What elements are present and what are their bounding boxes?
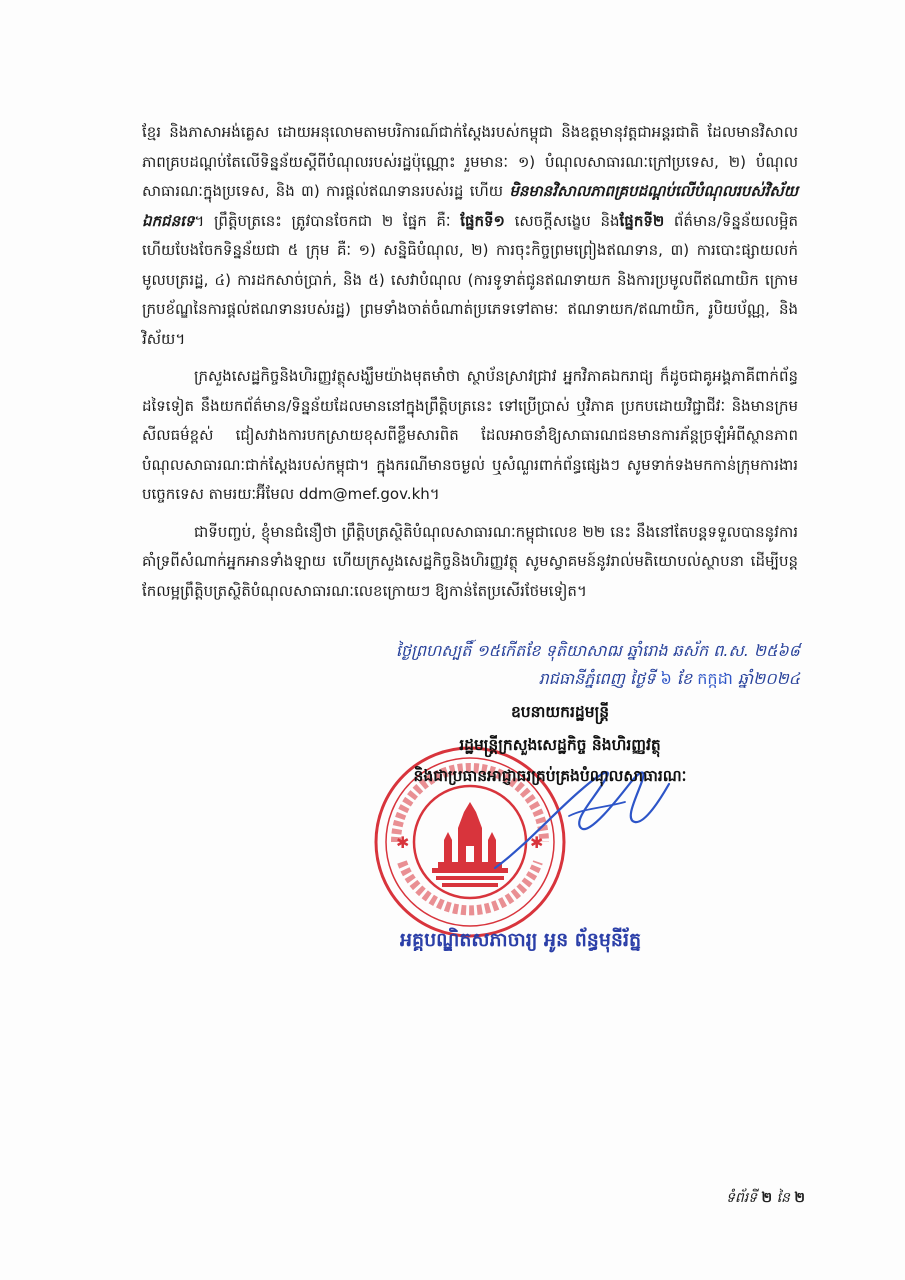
p1-text-c: សេចក្តីសង្ខេប និង	[504, 211, 620, 230]
signatory-title-deputy-pm: ឧបនាយករដ្ឋមន្ត្រី	[510, 703, 610, 721]
page-number-current: ២	[761, 1190, 773, 1206]
signatory-title-minister: រដ្ឋមន្ត្រីក្រសួងសេដ្ឋកិច្ច និងហិរញ្ញវត្ថុ	[459, 736, 661, 754]
lunar-date: ថ្ងៃព្រហស្បតិ៍ ១៥កើតខែ ទុតិយាសាឍ ឆ្នាំរោង ឆស័ក ព.ស. ២៥៦៨	[395, 641, 800, 660]
p3-text: ជាទីបញ្ចប់, ខ្ញុំមានជំនឿថា ព្រឹត្តិបត្រស្ថិតិបំណុលសាធារណៈកម្ពុជាលេខ ២២ នេះ នឹងនៅតែបន្តទទួលបាននូវការគាំទ្រពីសំណាក់អ្នកអានទាំងឡាយ ហើយក្រសួងសេដ្ឋកិច្ចនិងហិរញ្ញវត្ថុ សូមស្វាគមន៍នូវរាល់មតិយោបល់ស្ថាបនា ដើម្បីបន្តកែលម្អព្រឹត្តិបត្រស្ថិតិបំណុលសាធារណៈលេខក្រោយៗ ឱ្យកាន់តែប្រសើរថែមទៀត។	[142, 522, 798, 600]
paragraph-scope	[142, 118, 798, 354]
p1-text-b: ។ ព្រឹត្តិបត្រនេះ ត្រូវបានចែកជា ២ ផ្នែក គឺៈ	[194, 211, 461, 230]
page-number-label: ទំព័រទី	[725, 1190, 758, 1206]
p1-emphasis: មិនមានវិសាលភាពគ្របដណ្តប់លើបំណុលរបស់វិស័យឯកជនទេ	[142, 182, 798, 230]
paragraph-usage	[142, 362, 798, 510]
solar-date-month: កក្កដា	[697, 669, 733, 688]
p2-end: ។	[429, 485, 440, 503]
p1-part-one: ផ្នែកទី១	[460, 211, 505, 230]
solar-date-prefix: រាជធានីភ្នំពេញ ថ្ងៃទី	[538, 669, 656, 688]
contact-email-link[interactable]: ddm@mef.gov.kh	[298, 485, 430, 503]
svg-text:✱: ✱	[396, 833, 410, 852]
svg-text:✱: ✱	[530, 833, 544, 852]
p1-text-a: ខ្មែរ និងភាសាអង់គ្លេស ដោយអនុលោមតាមបរិការណ៍ជាក់ស្តែងរបស់កម្ពុជា និងឧត្តមានុវត្តជាអន្តរជាតិ ដែលមានវិសាលភាពគ្របដណ្តប់តែលើទិន្នន័យស្តីពីបំណុលរបស់រដ្ឋប៉ុណ្ណោះ រួមមានៈ ១) បំណុលសាធារណៈក្រៅប្រទេស, ២) បំណុលសាធារណៈក្នុងប្រទេស, និង ៣) ការផ្តល់ឥណទានរបស់រដ្ឋ ហើយ	[142, 123, 798, 200]
signatory-name: អគ្គបណ្ឌិតសភាចារ្យ អូន ព័ន្ធមុនីរ័ត្ន	[400, 929, 642, 951]
page-number	[726, 1188, 805, 1209]
solar-date-month-label: ខែ	[676, 669, 693, 688]
p1-text-d: ព័ត៌មាន/ទិន្នន័យលម្អិត ហើយបែងចែកទិន្នន័យជា ៥ ក្រុម គឺៈ ១) សន្និធិបំណុល, ២) ការចុះកិច្ចព្រមព្រៀងឥណទាន, ៣) ការបោះផ្សាយលក់មូលបត្ររដ្ឋ, ៤) ការដកសាច់ប្រាក់, និង ៥) សេវាបំណុល (ការទូទាត់ជូនឥណទាយក និងការប្រមូលពីឥណាយិក ក្រោមក្របខ័ណ្ឌនៃការផ្តល់ឥណទានរបស់រដ្ឋ) ព្រមទាំងចាត់ចំណាត់ប្រភេទទៅតាមៈ ឥណទាយក/ឥណាយិក, រូបិយប័ណ្ណ, និងវិស័យ។	[142, 211, 798, 348]
letter-body	[142, 118, 798, 606]
p2-text: ក្រសួងសេដ្ឋកិច្ចនិងហិរញ្ញវត្ថុសង្ឃឹមយ៉ាងមុតមាំថា ស្ថាប័នស្រាវជ្រាវ អ្នកវិភាគឯករាជ្យ ក៏ដូចជាគូអង្គភាគីពាក់ព័ន្ធដទៃទៀត នឹងយកព័ត៌មាន/ទិន្នន័យដែលមាននៅក្នុងព្រឹត្តិបត្រនេះ ទៅប្រើប្រាស់ ឬវិភាគ ប្រកបដោយវិជ្ជាជីវៈ និងមានក្រមសីលធម៌ខ្ពស់ ជៀសវាងការបកស្រាយខុសពីខ្លឹមសារពិត ដែលអាចនាំឱ្យសាធារណជនមានការភ័ន្តច្រឡំអំពីស្ថានភាពបំណុលសាធារណៈជាក់ស្តែងរបស់កម្ពុជា។ ក្នុងករណីមានចម្ងល់ ឬសំណួរពាក់ព័ន្ធផ្សេងៗ សូមទាក់ទងមកកាន់ក្រុមការងារបច្ចេកទេស តាមរយៈអ៊ីមែល	[142, 367, 798, 503]
page-number-sep: នៃ	[776, 1190, 790, 1206]
solar-date-year: ឆ្នាំ២០២៤	[737, 669, 800, 688]
signatory-title-chair: និងជាប្រធានអាជ្ញាធរគ្រប់គ្រងបំណុលសាធារណៈ	[413, 767, 687, 785]
solar-date	[330, 668, 800, 692]
solar-date-day: ៦	[660, 669, 672, 688]
p1-part-two: ផ្នែកទី២	[619, 211, 665, 230]
page-number-total: ២	[794, 1190, 805, 1206]
paragraph-closing	[142, 518, 798, 607]
